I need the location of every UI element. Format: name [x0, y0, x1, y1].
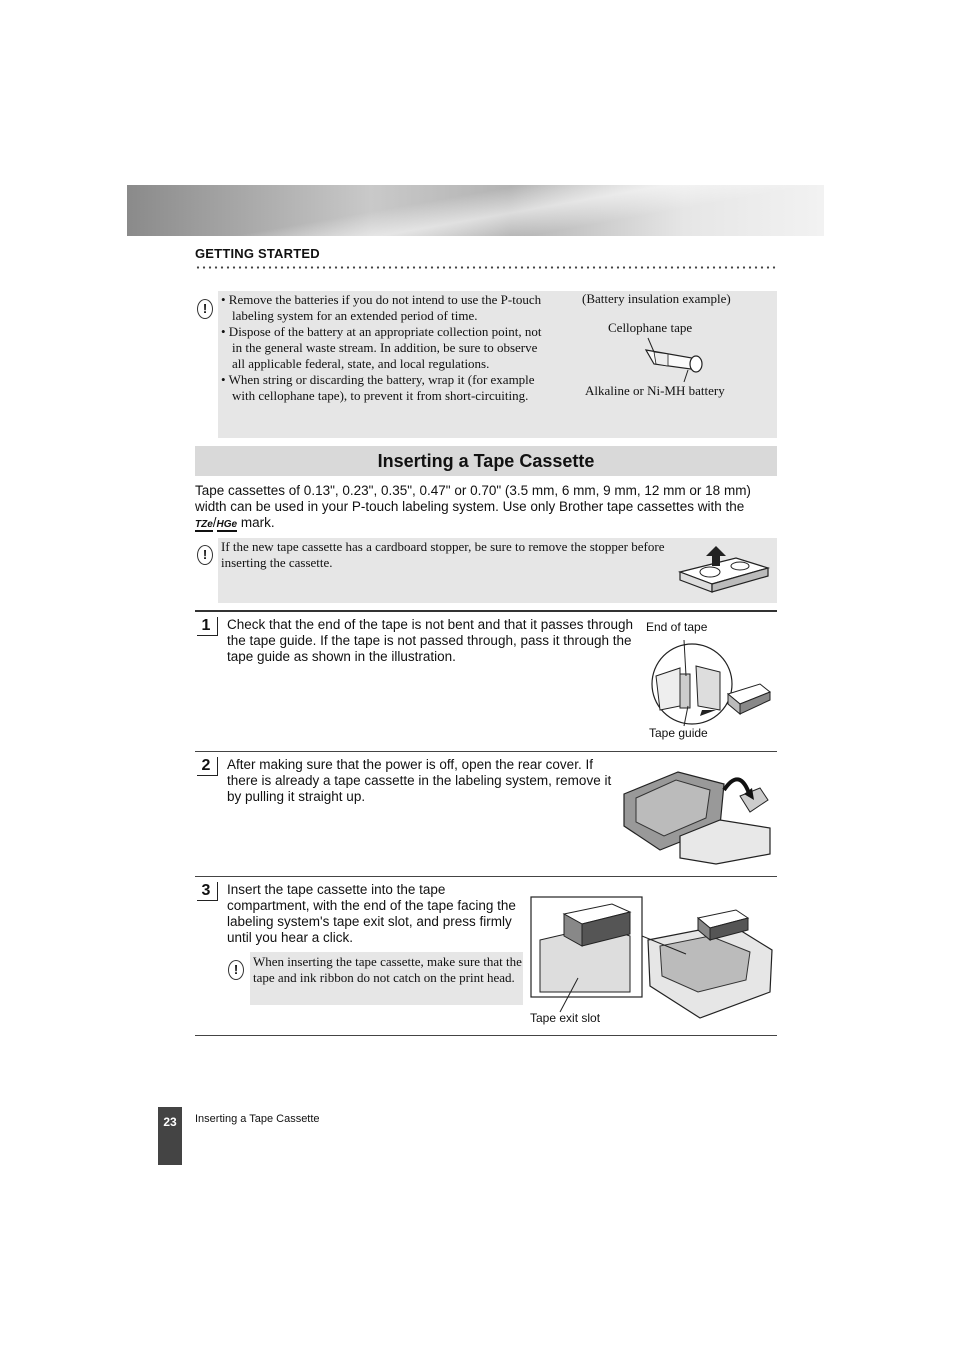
battery-note-item: • When string or discarding the battery, wrap it (for example with cellophane tape), to prevent it from short-circuiting.: [221, 372, 535, 403]
tape-exit-slot-label: Tape exit slot: [530, 1011, 601, 1025]
battery-note-item: • Dispose of the battery at an appropriate collection point, not in the general waste stream. In addition, be sure to observe all applicable federal, state, and local regulations.: [221, 324, 542, 371]
step-divider: [195, 876, 777, 877]
tape-guide-illustration: [650, 636, 774, 728]
section-label: GETTING STARTED: [195, 246, 320, 261]
intro-line: width can be used in your P-touch labeling system. Use only Brother tape cassettes with the: [195, 499, 745, 514]
stopper-note-text: If the new tape cassette has a cardboard stopper, be sure to remove the stopper before inserting the cassette.: [221, 539, 665, 570]
caution-icon: !: [197, 545, 213, 565]
section-end-rule: [195, 1035, 777, 1036]
step-divider: [195, 751, 777, 752]
tape-guide-label: Tape guide: [649, 726, 708, 740]
step-number: 3: [197, 882, 218, 901]
end-of-tape-label: End of tape: [646, 620, 708, 634]
battery-illustration: [640, 336, 706, 384]
step-number: 1: [197, 617, 218, 636]
tze-logo: TZe: [195, 519, 213, 530]
open-cover-illustration: [620, 766, 776, 866]
insert-cassette-illustration: [530, 896, 776, 1020]
intro-paragraph: [195, 483, 785, 533]
caution-icon: !: [197, 299, 213, 319]
intro-line-3: [195, 515, 785, 533]
step-number: 2: [197, 757, 218, 776]
step-divider: [195, 610, 777, 612]
step-text: Insert the tape cassette into the tape compartment, with the end of the tape facing the labeling system's tape exit slot, and press firmly until you hear a click.: [227, 882, 516, 945]
header-banner-highlight: [127, 185, 824, 236]
hge-logo: HGe: [216, 519, 238, 530]
page-number-tab: 23: [158, 1107, 182, 1165]
dotted-divider: [195, 266, 777, 269]
section-title: Inserting a Tape Cassette: [195, 446, 777, 476]
step-text: After making sure that the power is off, open the rear cover. If there is already a tape cassette in the labeling system, remove it by pulling it straight up.: [227, 757, 612, 804]
caution-icon: !: [228, 960, 244, 980]
insert-note-text: When inserting the tape cassette, make sure that the tape and ink ribbon do not catch on the print head.: [253, 954, 522, 985]
step-text: Check that the end of the tape is not bent and that it passes through the tape guide. If the tape is not passed through, pass it through the tape guide as shown in the illustration.: [227, 617, 634, 664]
cellophane-label: Cellophane tape: [608, 320, 693, 335]
intro-line-end: mark.: [237, 515, 275, 530]
footer-title: Inserting a Tape Cassette: [195, 1113, 320, 1125]
logo-separator: /: [212, 515, 217, 530]
cassette-stopper-illustration: [676, 544, 774, 600]
intro-line: Tape cassettes of 0.13", 0.23", 0.35", 0.47" or 0.70" (3.5 mm, 6 mm, 9 mm, 12 mm or 18 mm): [195, 483, 751, 498]
battery-note-list: [221, 292, 553, 404]
battery-note-item: • Remove the batteries if you do not intend to use the P-touch labeling system for an extended period of time.: [221, 292, 542, 323]
battery-label: Alkaline or Ni-MH battery: [585, 383, 725, 398]
battery-figure-title: (Battery insulation example): [582, 291, 731, 306]
